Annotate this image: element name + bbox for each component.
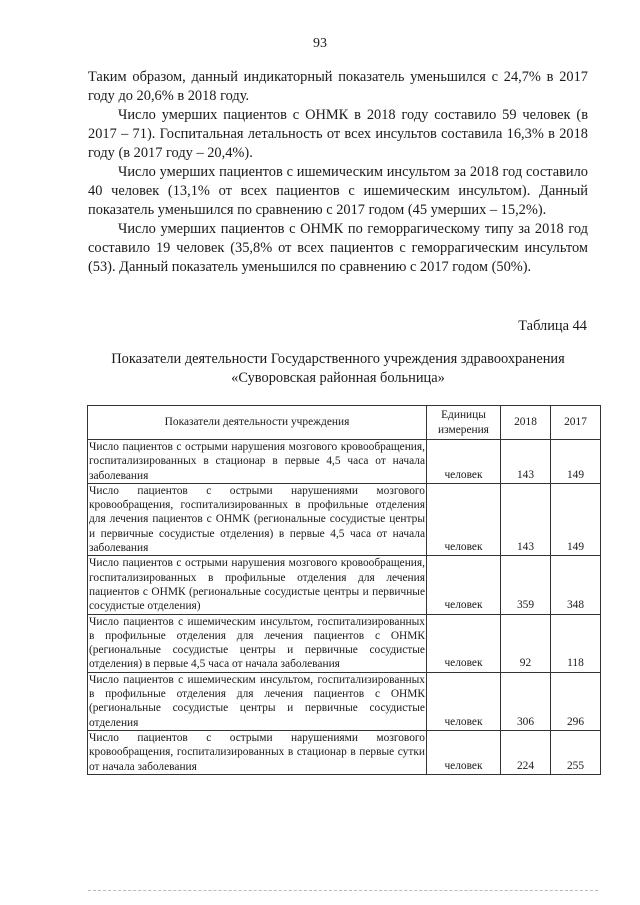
table-row bbox=[88, 483, 601, 555]
header-indicator: Показатели деятельности учреждения bbox=[88, 406, 427, 440]
header-2017: 2017 bbox=[551, 406, 601, 440]
row-value-2017: 348 bbox=[551, 556, 601, 614]
row-value-2018: 359 bbox=[501, 556, 551, 614]
paragraph: Число умерших пациентов с ОНМК по геморрагическому типу за 2018 год составило 19 человек (35,8% от всех пациентов с геморрагическим инсультом (53). Данный показатель уменьшился по сравнению с 2017 годом (50%). bbox=[88, 221, 588, 275]
header-2018: 2018 bbox=[501, 406, 551, 440]
row-description: Число пациентов с острыми нарушениями мозгового кровообращения, госпитализированных в стационар в первые сутки от начала заболевания bbox=[89, 731, 425, 773]
paragraph: Таким образом, данный индикаторный показатель уменьшился с 24,7% в 2017 году до 20,6% в 2018 году. bbox=[88, 69, 588, 104]
row-value-2017: 296 bbox=[551, 672, 601, 730]
row-unit: человек bbox=[427, 556, 501, 614]
row-description: Число пациентов с острыми нарушения мозгового кровообращения, госпитализированных в стационар в первые 4,5 часа от начала заболевания bbox=[89, 441, 425, 482]
body-text bbox=[88, 68, 588, 277]
row-unit: человек bbox=[427, 483, 501, 555]
row-unit: человек bbox=[427, 440, 501, 484]
row-unit: человек bbox=[427, 730, 501, 774]
row-value-2017: 118 bbox=[551, 614, 601, 672]
indicators-table bbox=[87, 405, 601, 775]
header-unit: Единицы измерения bbox=[427, 406, 501, 440]
paragraph: Число умерших пациентов с ОНМК в 2018 году составило 59 человек (в 2017 – 71). Госпитальная летальность от всех инсультов составила 16,3% в 2018 году (в 2017 году – 20,4%). bbox=[88, 107, 588, 161]
row-value-2018: 306 bbox=[501, 672, 551, 730]
row-description: Число пациентов с ишемическим инсультом, госпитализированных в профильные отделения для лечения пациентов с ОНМК (региональные сосудистые центры и первичные сосудистые отделения bbox=[89, 673, 425, 729]
page-number: 93 bbox=[313, 36, 327, 51]
table-row bbox=[88, 672, 601, 730]
row-description: Число пациентов с острыми нарушениями мозгового кровообращения, госпитализированных в профильные отделения для лечения пациентов с ОНМК (региональные сосудистые центры и первичные сосудистые отделения) в первые 4,5 часа от начала заболевания bbox=[89, 484, 425, 555]
row-value-2018: 92 bbox=[501, 614, 551, 672]
table-row bbox=[88, 556, 601, 614]
row-description: Число пациентов с ишемическим инсультом, госпитализированных в профильные отделения для лечения пациентов с ОНМК (региональные сосудистые центры и первичные сосудистые отделения) в первые 4,5 часа от начала заболевания bbox=[89, 615, 425, 671]
row-value-2017: 149 bbox=[551, 440, 601, 484]
table-title-line: «Суворовская районная больница» bbox=[231, 370, 445, 386]
table-title bbox=[88, 350, 588, 388]
row-value-2018: 143 bbox=[501, 440, 551, 484]
row-value-2018: 224 bbox=[501, 730, 551, 774]
table-row bbox=[88, 730, 601, 774]
paragraph: Число умерших пациентов с ишемическим инсультом за 2018 год составило 40 человек (13,1% от всех пациентов с ишемическим инсультом). Данный показатель уменьшился по сравнению с 2017 годом (45 умерших – 15,2%). bbox=[88, 164, 588, 218]
table-header-row bbox=[88, 406, 601, 440]
row-description: Число пациентов с острыми нарушения мозгового кровообращения, госпитализированных в профильные отделения для лечения пациентов с ОНМК (региональные сосудистые центры и первичные сосудистые отделения) bbox=[89, 557, 425, 613]
page-bottom-divider bbox=[88, 890, 598, 891]
row-unit: человек bbox=[427, 614, 501, 672]
table-title-line: Показатели деятельности Государственного учреждения здравоохранения bbox=[111, 351, 565, 367]
row-value-2017: 255 bbox=[551, 730, 601, 774]
table-label: Таблица 44 bbox=[518, 318, 587, 334]
table-row bbox=[88, 440, 601, 484]
row-value-2017: 149 bbox=[551, 483, 601, 555]
table-row bbox=[88, 614, 601, 672]
row-value-2018: 143 bbox=[501, 483, 551, 555]
row-unit: человек bbox=[427, 672, 501, 730]
